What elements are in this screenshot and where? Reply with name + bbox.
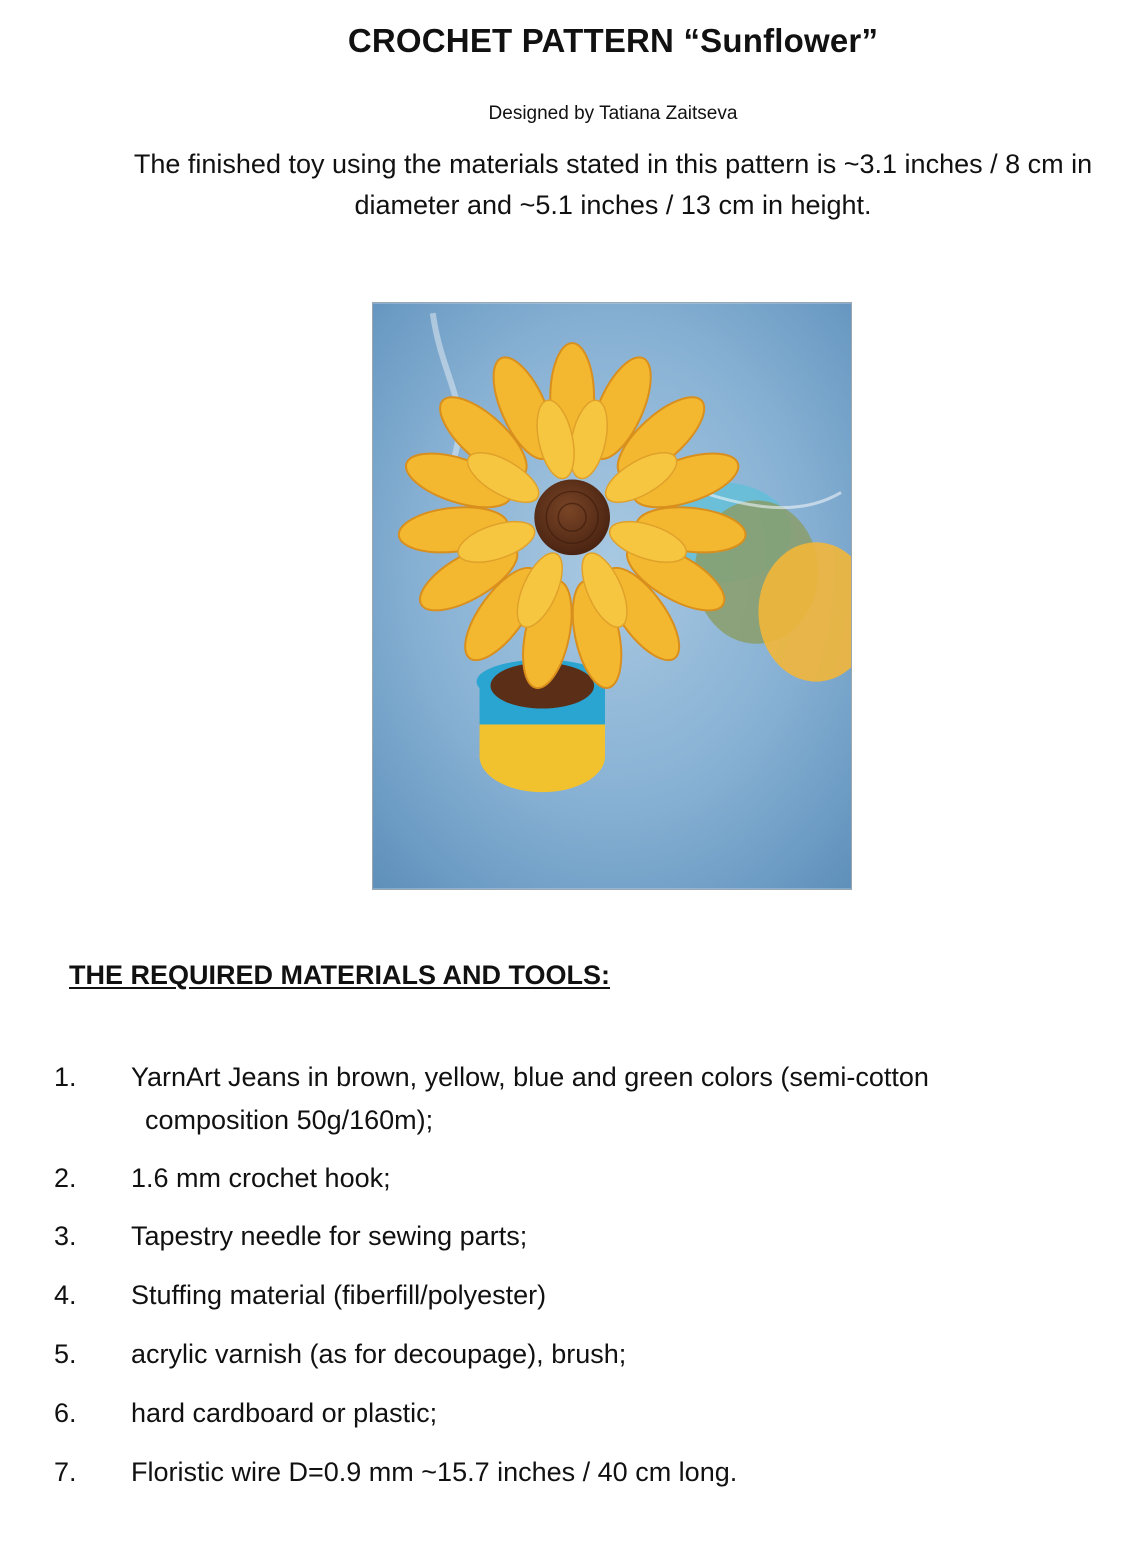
- list-item-number: 4.: [54, 1280, 77, 1310]
- list-item-text: Stuffing material (fiberfill/polyester): [131, 1280, 547, 1310]
- list-item-text: YarnArt Jeans in brown, yellow, blue and green colors (semi-cotton composition 50g/160m);: [131, 1062, 929, 1135]
- sunflower-photo: [372, 302, 852, 890]
- list-item-text: Floristic wire D=0.9 mm ~15.7 inches / 40 cm long.: [131, 1457, 738, 1487]
- intro-paragraph: The finished toy using the materials stated in this pattern is ~3.1 inches / 8 cm in diameter and ~5.1 inches / 13 cm in height.: [133, 149, 1093, 220]
- materials-heading: THE REQUIRED MATERIALS AND TOOLS:: [69, 960, 611, 990]
- list-item-number: 2.: [54, 1163, 77, 1193]
- list-item-number: 1.: [54, 1062, 77, 1092]
- list-item-text: acrylic varnish (as for decoupage), brush;: [131, 1339, 627, 1369]
- designer-byline: Designed by Tatiana Zaitseva: [488, 103, 738, 124]
- list-item-text: 1.6 mm crochet hook;: [131, 1163, 391, 1193]
- list-item-text: hard cardboard or plastic;: [131, 1398, 438, 1428]
- crocheted-sunflower-icon: [373, 303, 851, 889]
- list-item-number: 6.: [54, 1398, 77, 1428]
- page-title: CROCHET PATTERN “Sunflower”: [347, 22, 879, 59]
- list-item-number: 7.: [54, 1457, 77, 1487]
- list-item-number: 5.: [54, 1339, 77, 1369]
- list-item-text: Tapestry needle for sewing parts;: [131, 1221, 528, 1251]
- list-item-number: 3.: [54, 1221, 77, 1251]
